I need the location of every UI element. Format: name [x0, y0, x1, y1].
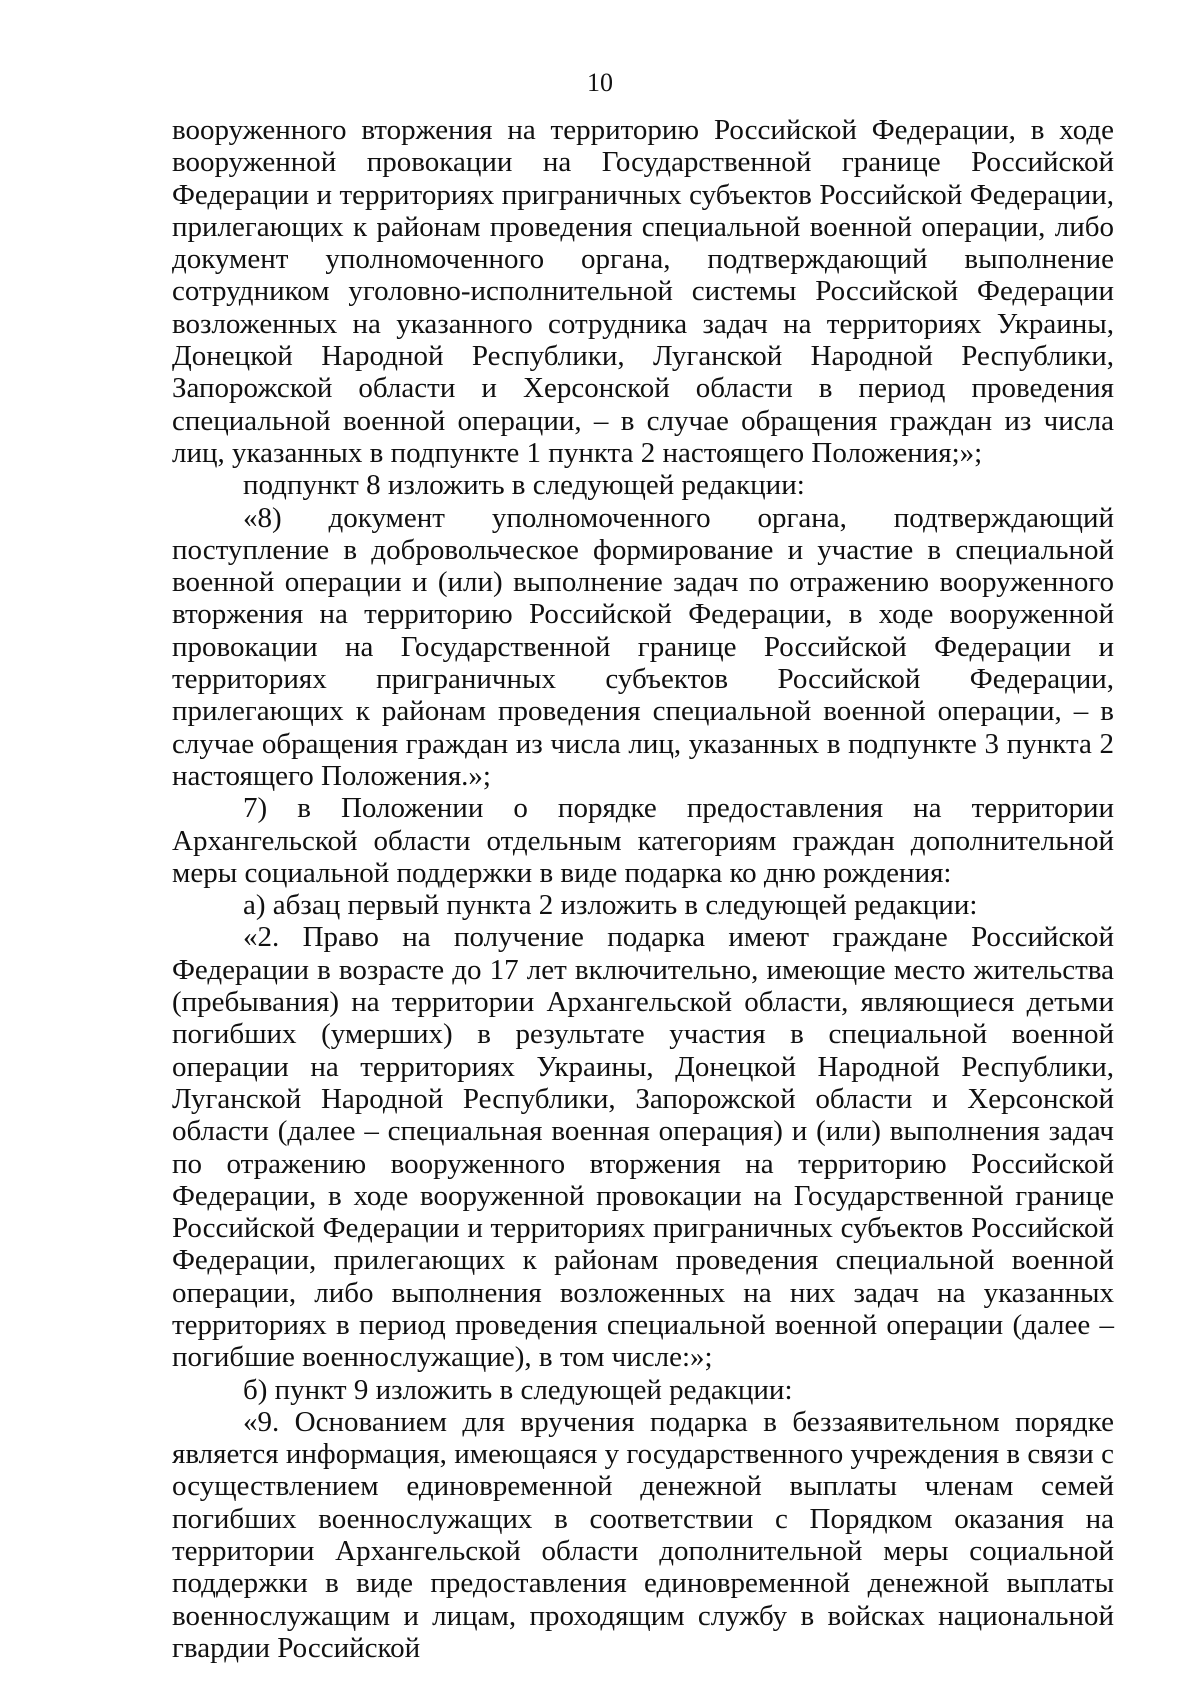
paragraph-item-7: 7) в Положении о порядке предоставления на территории Архангельской области отдельным категориям граждан дополнительной меры социальной поддержки в виде подарка ко дню рождения: [172, 792, 1114, 889]
paragraph-item-a: а) абзац первый пункта 2 изложить в следующей редакции: [243, 889, 978, 922]
paragraph-point-2-text: «2. Право на получение подарка имеют граждане Российской Федерации в возрасте до 17 лет включительно, имеющие место жительства (пребывания) на территории Архангельской области, являющиеся детьми погибших (умерших) в результате участия в специальной военной операции на территориях Украины, Донецкой Народной Республики, Луганской Народной Республики, Запорожской области и Херсонской области (далее – специальная военная операция) и (или) выполнения задач по отражению вооруженного вторжения на территорию Российской Федерации, в ходе вооруженной провокации на Государственной границе Российской Федерации и территориях приграничных субъектов Российской Федерации, прилегающих к районам проведения специальной военной операции, либо выполнения возложенных на них задач на указанных территориях в период проведения специальной военной операции (далее – погибшие военнослужащие), в том числе:»; [172, 921, 1114, 1374]
paragraph-subpoint-8-intro: подпункт 8 изложить в следующей редакции: [243, 469, 805, 502]
paragraph-item-b: б) пункт 9 изложить в следующей редакции: [243, 1373, 793, 1406]
document-body [172, 114, 1114, 1664]
paragraph-continuation: вооруженного вторжения на территорию Российской Федерации, в ходе вооруженной провокации на Государственной границе Российской Федерации и территориях приграничных субъектов Российской Федерации, прилегающих к районам проведения специальной военной операции, либо документ уполномоченного органа, подтверждающий выполнение сотрудником уголовно-исполнительной системы Российской Федерации возложенных на указанного сотрудника задач на территориях Украины, Донецкой Народной Республики, Луганской Народной Республики, Запорожской области и Херсонской области в период проведения специальной военной операции, – в случае обращения граждан из числа лиц, указанных в подпункте 1 пункта 2 настоящего Положения;»; [172, 114, 1114, 469]
paragraph-subpoint-8-text: «8) документ уполномоченного органа, подтверждающий поступление в добровольческое формирование и участие в специальной военной операции и (или) выполнение задач по отражению вооруженного вторжения на территорию Российской Федерации, в ходе вооруженной провокации на Государственной границе Российской Федерации и территориях приграничных субъектов Российской Федерации, прилегающих к районам проведения специальной военной операции, – в случае обращения граждан из числа лиц, указанных в подпункте 3 пункта 2 настоящего Положения.»; [172, 501, 1114, 792]
page-number: 10 [587, 68, 613, 97]
paragraph-point-9-text: «9. Основанием для вручения подарка в беззаявительном порядке является информация, имеющаяся у государственного учреждения в связи с осуществлением единовременной денежной выплаты членам семей погибших военнослужащих в соответствии с Порядком оказания на территории Архангельской области дополнительной меры социальной поддержки в виде предоставления единовременной денежной выплаты военнослужащим и лицам, проходящим службу в войсках национальной гвардии Российской [172, 1405, 1114, 1664]
